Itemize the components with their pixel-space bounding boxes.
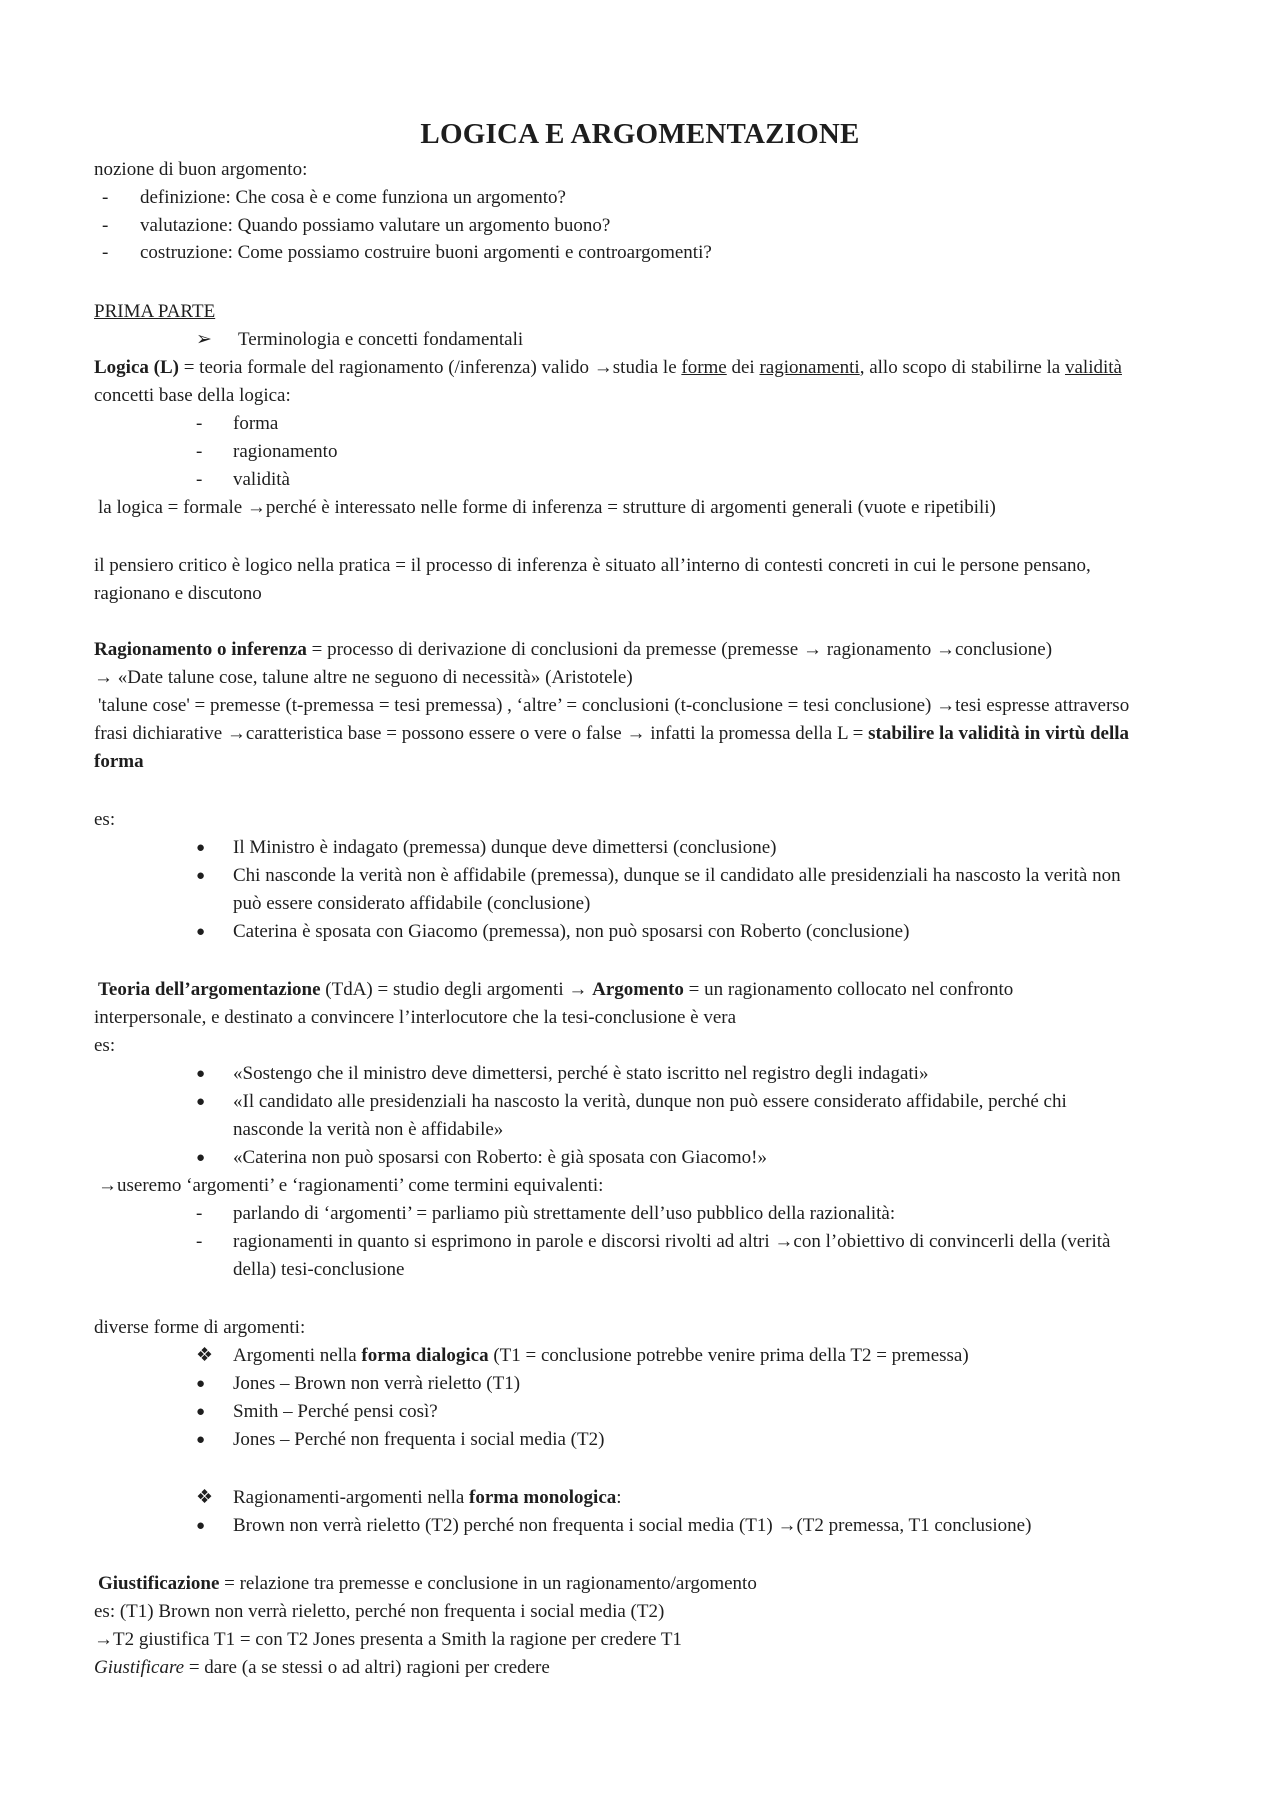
- ragionamento-definition: [94, 637, 1052, 663]
- forma-bold: forma: [94, 751, 144, 772]
- pensiero-text: il pensiero critico è logico nella pratica = il processo di inferenza è situato all’interno di contesti concreti in cui le persone pensano,: [94, 555, 1091, 576]
- giustificazione-text: = relazione tra premesse e conclusione in un ragionamento/argomento: [219, 1573, 757, 1594]
- ragionamento-term: Ragionamento o inferenza: [94, 639, 307, 660]
- logica-text: = teoria formale del ragionamento (/inferenza) valido →studia le: [178, 357, 682, 378]
- intro-item: valutazione: Quando possiamo valutare un argomento buono?: [140, 215, 611, 236]
- example-item: Il Ministro è indagato (premessa) dunque deve dimettersi (conclusione): [233, 837, 777, 858]
- argomento-term: Argomento: [592, 979, 684, 1000]
- dash-marker: -: [196, 1231, 203, 1252]
- bullet-marker: ●: [196, 1376, 206, 1392]
- dash-marker: -: [196, 413, 203, 434]
- dialog-item: Smith – Perché pensi così?: [233, 1401, 438, 1422]
- teoria-term: Teoria dell’argomentazione: [98, 979, 321, 1000]
- teoria-text: (TdA) = studio degli argomenti →: [320, 979, 593, 1000]
- dialogica-text: (T1 = conclusione potrebbe venire prima della T2 = premessa): [488, 1345, 969, 1366]
- example-item: «Caterina non può sposarsi con Roberto: è già sposata con Giacomo!»: [233, 1147, 767, 1168]
- monologica-line: [233, 1485, 622, 1511]
- example-item: nasconde la verità non è affidabile»: [233, 1119, 504, 1140]
- sub-item: della) tesi-conclusione: [233, 1259, 405, 1280]
- diamond-marker: ❖: [196, 1487, 214, 1508]
- subheading: Terminologia e concetti fondamentali: [238, 329, 524, 350]
- bullet-marker: ●: [196, 1150, 206, 1166]
- dash-marker: -: [196, 441, 203, 462]
- forme-heading: diverse forme di argomenti:: [94, 1317, 306, 1338]
- es-label: es:: [94, 1035, 116, 1056]
- forme-term: forme: [681, 357, 727, 378]
- teoria-text: = un ragionamento collocato nel confronto: [683, 979, 1014, 1000]
- bullet-marker: ●: [196, 1404, 206, 1420]
- pensiero-text: ragionano e discutono: [94, 583, 262, 604]
- dialogica-text: Argomenti nella: [233, 1345, 362, 1366]
- giustificare-term: Giustificare: [94, 1657, 185, 1678]
- concetto-item: validità: [233, 469, 290, 490]
- teoria-text: interpersonale, e destinato a convincere l’interlocutore che la tesi-conclusione è vera: [94, 1007, 737, 1028]
- logica-term: Logica (L): [94, 357, 179, 378]
- example-item: Caterina è sposata con Giacomo (premessa), non può sposarsi con Roberto (conclusione): [233, 921, 910, 942]
- frasi-plain: frasi dichiarative →caratteristica base = possono essere o vere o false → infatti la promessa della L =: [94, 723, 869, 744]
- monologica-text: Ragionamenti-argomenti nella: [233, 1487, 470, 1508]
- sub-item: parlando di ‘argomenti’ = parliamo più strettamente dell’uso pubblico della razionalità:: [233, 1203, 896, 1224]
- giustificare-text: = dare (a se stessi o ad altri) ragioni per credere: [184, 1657, 550, 1678]
- logica-text: dei: [726, 357, 760, 378]
- giustificare-definition: [94, 1655, 550, 1681]
- monologica-term: forma monologica: [469, 1487, 617, 1508]
- giustificazione-t2: →T2 giustifica T1 = con T2 Jones presenta a Smith la ragione per credere T1: [94, 1629, 682, 1650]
- teoria-definition: [98, 977, 1013, 1003]
- bullet-marker: ●: [196, 1432, 206, 1448]
- giustificazione-term: Giustificazione: [98, 1573, 220, 1594]
- giustificazione-example: es: (T1) Brown non verrà rieletto, perché non frequenta i social media (T2): [94, 1601, 665, 1622]
- formale-text: la logica = formale →perché è interessato nelle forme di inferenza = strutture di argomenti generali (vuote e ripetibili): [98, 497, 996, 518]
- frasi-bold: stabilire la validità in virtù della: [868, 723, 1130, 744]
- arrow-marker: ➢: [196, 329, 212, 350]
- example-item: «Sostengo che il ministro deve dimettersi, perché è stato iscritto nel registro degli indagati»: [233, 1063, 929, 1084]
- example-item: Chi nasconde la verità non è affidabile (premessa), dunque se il candidato alle presidenziali ha nascosto la verità non: [233, 865, 1121, 886]
- dash-marker: -: [102, 215, 109, 236]
- dialogica-term: forma dialogica: [361, 1345, 489, 1366]
- concetto-item: forma: [233, 413, 279, 434]
- mono-example: Brown non verrà rieletto (T2) perché non frequenta i social media (T1) →(T2 premessa, T1 conclusione): [233, 1515, 1032, 1536]
- monologica-text: :: [616, 1487, 622, 1508]
- diamond-marker: ❖: [196, 1345, 214, 1366]
- logica-definition: [94, 355, 1122, 381]
- frasi-text: [94, 721, 1129, 747]
- example-item: «Il candidato alle presidenziali ha nascosto la verità, dunque non può essere considerato affidabile, perché chi: [233, 1091, 1067, 1112]
- bullet-marker: ●: [196, 1066, 206, 1082]
- intro-heading: nozione di buon argomento:: [94, 159, 308, 180]
- es-label: es:: [94, 809, 116, 830]
- bullet-marker: ●: [196, 868, 206, 884]
- ragionamenti-term: ragionamenti: [759, 357, 860, 378]
- section-heading: PRIMA PARTE: [94, 301, 216, 322]
- intro-item: costruzione: Come possiamo costruire buoni argomenti e controargomenti?: [140, 242, 712, 263]
- intro-item: definizione: Che cosa è e come funziona un argomento?: [140, 187, 566, 208]
- useremo-text: →useremo ‘argomenti’ e ‘ragionamenti’ come termini equivalenti:: [98, 1175, 604, 1196]
- logica-text: , allo scopo di stabilirne la: [859, 357, 1065, 378]
- dash-marker: -: [102, 242, 109, 263]
- validita-term: validità: [1064, 357, 1122, 378]
- aristotele-quote: → «Date talune cose, talune altre ne seguono di necessità» (Aristotele): [94, 667, 633, 688]
- talune-text: 'talune cose' = premesse (t-premessa = tesi premessa) , ‘altre’ = conclusioni (t-conclusione = tesi conclusione) →tesi espresse attraverso: [98, 695, 1130, 716]
- dialogica-line: [233, 1343, 969, 1369]
- sub-item: ragionamenti in quanto si esprimono in parole e discorsi rivolti ad altri →con l’obiettivo di convincerli della (verità: [233, 1231, 1111, 1252]
- giustificazione-definition: [98, 1571, 757, 1597]
- bullet-marker: ●: [196, 840, 206, 856]
- bullet-marker: ●: [196, 1094, 206, 1110]
- dialog-item: Jones – Perché non frequenta i social media (T2): [233, 1429, 605, 1450]
- bullet-marker: ●: [196, 1518, 206, 1534]
- bullet-marker: ●: [196, 924, 206, 940]
- dialog-item: Jones – Brown non verrà rieletto (T1): [233, 1373, 521, 1394]
- concetti-heading: concetti base della logica:: [94, 385, 291, 406]
- ragionamento-text: = processo di derivazione di conclusioni da premesse (premesse → ragionamento →conclusione): [306, 639, 1053, 660]
- dash-marker: -: [196, 1203, 203, 1224]
- dash-marker: -: [196, 469, 203, 490]
- page-title: LOGICA E ARGOMENTAZIONE: [420, 118, 860, 150]
- concetto-item: ragionamento: [233, 441, 338, 462]
- dash-marker: -: [102, 187, 109, 208]
- example-item: può essere considerato affidabile (conclusione): [233, 893, 591, 914]
